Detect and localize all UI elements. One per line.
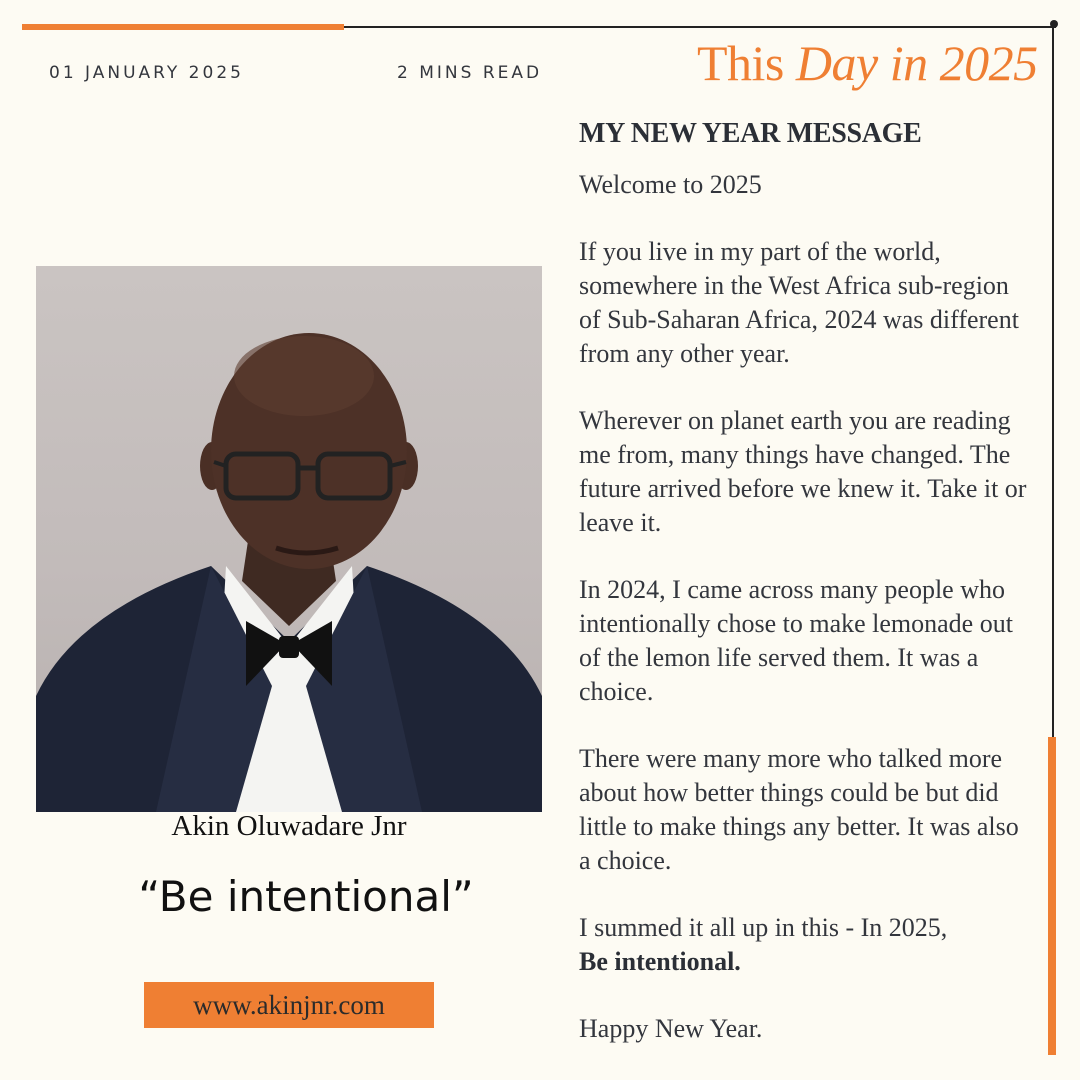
profile-name: Akin Oluwadare Jnr <box>171 810 407 842</box>
summary-lead: I summed it all up in this - In 2025, <box>579 913 948 942</box>
website-link[interactable]: www.akinjnr.com <box>144 982 434 1028</box>
paragraph-talkers: There were many more who talked more about how better things could be but did little to make things any better. It was also a choice. <box>579 744 1019 875</box>
right-frame-line <box>1052 26 1054 738</box>
paragraph-lemonade: In 2024, I came across many people who intentionally chose to make lemonade out of the lemon life served them. It was a choice. <box>579 575 1013 706</box>
post-date: 01 JANUARY 2025 <box>49 63 244 83</box>
brand-title <box>697 34 1038 92</box>
right-accent-bar <box>1048 737 1056 1055</box>
top-frame-line <box>344 26 1056 28</box>
brand-title-part2: Day in 2025 <box>795 35 1038 91</box>
paragraph-welcome: Welcome to 2025 <box>579 170 762 199</box>
portrait-illustration <box>36 266 542 812</box>
paragraph-closing: Happy New Year. <box>579 1014 763 1043</box>
paragraph-changes: Wherever on planet earth you are reading me from, many things have changed. The future arrived before we knew it. Take it or leave it. <box>579 406 1027 537</box>
article-heading: MY NEW YEAR MESSAGE <box>579 118 922 149</box>
top-accent-bar <box>22 24 344 30</box>
article-body <box>579 118 1029 1079</box>
paragraph-summary <box>579 911 1029 979</box>
paragraph-region: If you live in my part of the world, somewhere in the West Africa sub-region of Sub-Saharan Africa, 2024 was different from any other year. <box>579 237 1019 368</box>
brand-title-part1: This <box>697 35 796 91</box>
read-time: 2 MINS READ <box>397 63 543 83</box>
summary-bold: Be intentional. <box>579 947 741 976</box>
portrait-photo <box>36 266 542 812</box>
profile-quote: “Be intentional” <box>138 872 474 921</box>
